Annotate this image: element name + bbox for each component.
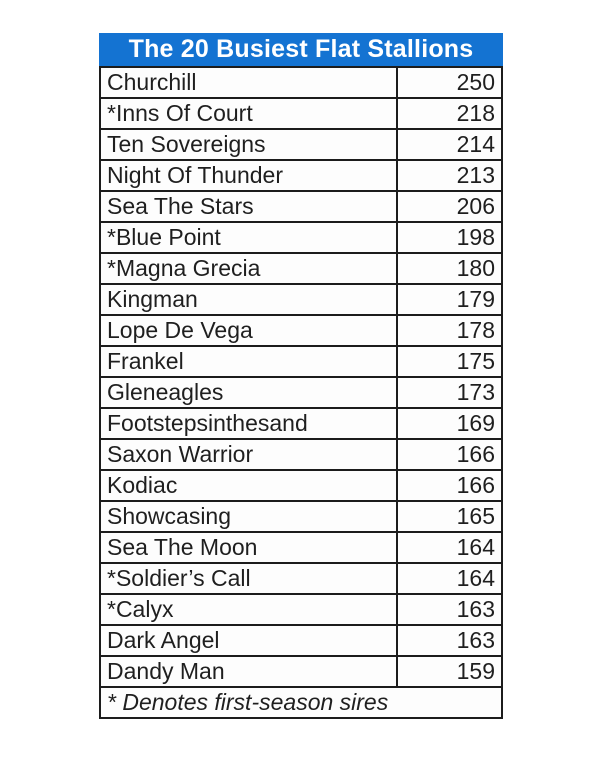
stallion-count-cell: 178 <box>397 315 502 346</box>
stallion-count-cell: 198 <box>397 222 502 253</box>
stallion-count-cell: 173 <box>397 377 502 408</box>
stallion-name-cell: *Soldier’s Call <box>100 563 397 594</box>
stallion-count-cell: 206 <box>397 191 502 222</box>
table-row <box>100 656 502 687</box>
stallion-name-cell: *Magna Grecia <box>100 253 397 284</box>
stallion-name-cell: Saxon Warrior <box>100 439 397 470</box>
stallion-count-cell: 214 <box>397 129 502 160</box>
stallion-count-cell: 163 <box>397 594 502 625</box>
stallion-name-cell: Frankel <box>100 346 397 377</box>
table-row <box>100 67 502 98</box>
stallion-name-cell: Gleneagles <box>100 377 397 408</box>
table-row <box>100 160 502 191</box>
stallion-count-cell: 213 <box>397 160 502 191</box>
stallion-count-cell: 175 <box>397 346 502 377</box>
stallion-count-cell: 165 <box>397 501 502 532</box>
stallion-name-cell: Sea The Moon <box>100 532 397 563</box>
stallion-name-cell: Sea The Stars <box>100 191 397 222</box>
table-row <box>100 129 502 160</box>
stallion-name-cell: Ten Sovereigns <box>100 129 397 160</box>
stallion-name-cell: Footstepsinthesand <box>100 408 397 439</box>
stallion-count-cell: 166 <box>397 439 502 470</box>
footnote-row <box>100 687 502 718</box>
stallion-name-cell: Churchill <box>100 67 397 98</box>
stallion-count-cell: 179 <box>397 284 502 315</box>
stallion-count-cell: 218 <box>397 98 502 129</box>
table-row <box>100 98 502 129</box>
table-row <box>100 625 502 656</box>
stallions-table <box>99 33 503 719</box>
stallion-name-cell: Kingman <box>100 284 397 315</box>
stallion-count-cell: 250 <box>397 67 502 98</box>
table-row <box>100 377 502 408</box>
stallion-count-cell: 180 <box>397 253 502 284</box>
stallion-count-cell: 163 <box>397 625 502 656</box>
table-row <box>100 532 502 563</box>
stallion-name-cell: Dandy Man <box>100 656 397 687</box>
table-row <box>100 191 502 222</box>
table-row <box>100 222 502 253</box>
stallion-name-cell: *Inns Of Court <box>100 98 397 129</box>
stallion-count-cell: 159 <box>397 656 502 687</box>
table-row <box>100 594 502 625</box>
stallion-name-cell: *Blue Point <box>100 222 397 253</box>
table-row <box>100 346 502 377</box>
table-row <box>100 563 502 594</box>
table-row <box>100 470 502 501</box>
table-row <box>100 284 502 315</box>
stallion-name-cell: Dark Angel <box>100 625 397 656</box>
stallion-name-cell: *Calyx <box>100 594 397 625</box>
stallion-name-cell: Showcasing <box>100 501 397 532</box>
stallion-count-cell: 164 <box>397 532 502 563</box>
stallion-name-cell: Night Of Thunder <box>100 160 397 191</box>
stallion-count-cell: 166 <box>397 470 502 501</box>
table-body <box>100 67 502 718</box>
stallion-name-cell: Kodiac <box>100 470 397 501</box>
stallion-name-cell: Lope De Vega <box>100 315 397 346</box>
table-row <box>100 408 502 439</box>
table-row <box>100 501 502 532</box>
stallion-count-cell: 164 <box>397 563 502 594</box>
table-row <box>100 253 502 284</box>
table-row <box>100 439 502 470</box>
footnote-cell: * Denotes first-season sires <box>100 687 502 718</box>
table-row <box>100 315 502 346</box>
table-title: The 20 Busiest Flat Stallions <box>99 33 503 66</box>
stallion-count-cell: 169 <box>397 408 502 439</box>
stallions-data-table <box>99 66 503 719</box>
